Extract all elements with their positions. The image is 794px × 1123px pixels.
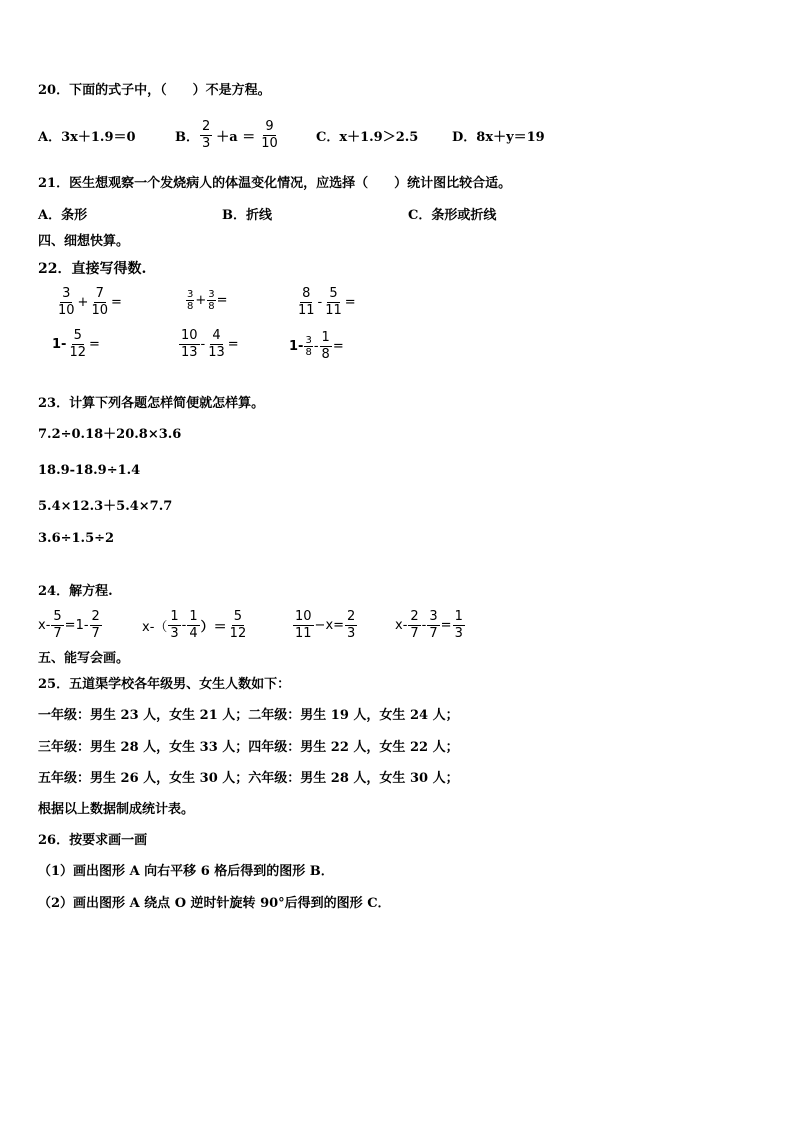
denominator: 8 (305, 347, 312, 358)
q26-line-2: （2）画出图形 A 绕点 O 逆时针旋转 90°后得到的图形 C． (38, 896, 391, 911)
denominator: 8 (321, 347, 330, 362)
middle: −x= (314, 618, 345, 633)
denominator: 3 (454, 626, 463, 641)
q23-stem: 23．计算下列各题怎样简便就怎样算。 (38, 396, 265, 411)
q21-option-a: A．条形 (38, 208, 88, 223)
q25-line-4: 根据以上数据制成统计表。 (38, 802, 195, 817)
operator: - (200, 337, 206, 352)
denominator: 12 (69, 345, 86, 360)
q20-stem: 20．下面的式子中，（ ）不是方程。 (38, 83, 271, 98)
numerator: 3 (187, 289, 194, 300)
denominator: 11 (295, 626, 312, 641)
q23-line-1: 7.2÷0.18＋20.8×3.6 (38, 427, 182, 442)
q24-eq-2 (142, 609, 249, 642)
numerator: 8 (302, 286, 311, 301)
numerator: 2 (410, 609, 419, 624)
q21-option-b: B．折线 (222, 208, 272, 223)
q25-stem: 25．五道渠学校各年级男、女生人数如下： (38, 677, 291, 692)
numerator: 5 (329, 286, 338, 301)
denominator: 8 (208, 301, 215, 312)
prefix: x- (38, 618, 51, 633)
denominator: 13 (181, 345, 198, 360)
middle: - (421, 618, 427, 633)
numerator: 3 (208, 289, 215, 300)
fraction (259, 119, 280, 152)
operator: - (317, 295, 323, 310)
denominator: 3 (170, 626, 179, 641)
equals: = (332, 339, 344, 354)
numerator: 10 (181, 328, 198, 343)
denominator: 3 (347, 626, 356, 641)
numerator: 7 (95, 286, 104, 301)
operator: - (313, 339, 319, 354)
equals: = (344, 295, 356, 310)
q25-line-2: 三年级：男生 28 人，女生 33 人；四年级：男生 22 人，女生 22 人； (38, 740, 459, 755)
q22-expr-2 (185, 289, 228, 312)
numerator: 3 (62, 286, 71, 301)
q22-expr-3 (295, 286, 356, 319)
denominator: 7 (91, 626, 100, 641)
equals: = (111, 295, 122, 310)
operator: + (77, 295, 89, 310)
numerator: 2 (91, 609, 100, 624)
middle: - (181, 618, 187, 633)
denominator: 12 (229, 626, 247, 641)
denominator: 11 (325, 303, 342, 318)
q20-option-a: A．3x＋1.9＝0 (38, 130, 136, 145)
q24-stem: 24．解方程. (38, 584, 113, 599)
q22-expr-5 (178, 328, 239, 361)
denominator: 10 (261, 136, 278, 151)
numerator: 1 (189, 609, 198, 624)
equals: = (89, 337, 100, 352)
numerator: 5 (73, 328, 82, 343)
q26-line-1: （1）画出图形 A 向右平移 6 格后得到的图形 B． (38, 864, 334, 879)
q24-eq-4 (395, 609, 466, 642)
section-4-title: 四、细想快算。 (38, 234, 130, 249)
numerator: 10 (295, 609, 312, 624)
prefix: 1- (289, 339, 304, 354)
denominator: 7 (429, 626, 438, 641)
q23-line-4: 3.6÷1.5÷2 (38, 531, 115, 546)
q22-expr-1 (55, 286, 122, 319)
post: ）＝ (200, 620, 227, 635)
numerator: 1 (454, 609, 463, 624)
q21-option-c: C．条形或折线 (408, 208, 497, 223)
q25-line-1: 一年级：男生 23 人，女生 21 人；二年级：男生 19 人，女生 24 人； (38, 708, 459, 723)
q20-option-c: C．x＋1.9＞2.5 (316, 130, 419, 145)
denominator: 10 (91, 303, 108, 318)
operator: + (195, 293, 207, 308)
q24-eq-1 (38, 609, 103, 642)
q24-eq-3 (292, 609, 358, 642)
denominator: 11 (298, 303, 315, 318)
q20-option-b (175, 119, 281, 152)
denominator: 3 (202, 136, 211, 151)
q23-line-2: 18.9-18.9÷1.4 (38, 463, 141, 478)
numerator: 3 (429, 609, 438, 624)
q22-expr-4 (52, 328, 100, 361)
prefix: x- (395, 618, 408, 633)
denominator: 8 (187, 301, 194, 312)
middle: =1- (64, 618, 89, 633)
numerator: 5 (233, 609, 243, 624)
q20-option-d: D．8x＋y＝19 (452, 130, 545, 145)
denominator: 4 (189, 626, 198, 641)
denominator: 10 (58, 303, 75, 318)
numerator: 2 (202, 119, 211, 134)
q23-line-3: 5.4×12.3＋5.4×7.7 (38, 499, 173, 514)
prefix: 1- (52, 337, 67, 352)
q25-line-3: 五年级：男生 26 人，女生 30 人；六年级：男生 28 人，女生 30 人； (38, 771, 459, 786)
q20-b-prefix: B． (175, 130, 199, 145)
denominator: 7 (410, 626, 419, 641)
numerator: 9 (265, 119, 274, 134)
denominator: 13 (208, 345, 225, 360)
section-5-title: 五、能写会画。 (38, 651, 130, 666)
middle-2: = (440, 618, 452, 633)
equals: = (216, 293, 228, 308)
denominator: 7 (53, 626, 62, 641)
fraction (200, 119, 212, 152)
numerator: 1 (321, 330, 330, 345)
numerator: 4 (212, 328, 221, 343)
numerator: 2 (347, 609, 356, 624)
prefix: x-（ (142, 620, 168, 635)
numerator: 1 (170, 609, 179, 624)
q20-b-mid: ＋a ＝ (216, 130, 256, 145)
q26-stem: 26．按要求画一画 (38, 833, 148, 848)
q21-stem: 21．医生想观察一个发烧病人的体温变化情况，应选择（ ）统计图比较合适。 (38, 176, 512, 191)
q22-stem: 22．直接写得数. (38, 261, 147, 277)
numerator: 3 (305, 335, 312, 346)
numerator: 5 (53, 609, 62, 624)
q22-expr-6 (289, 330, 344, 363)
equals: = (227, 337, 239, 352)
